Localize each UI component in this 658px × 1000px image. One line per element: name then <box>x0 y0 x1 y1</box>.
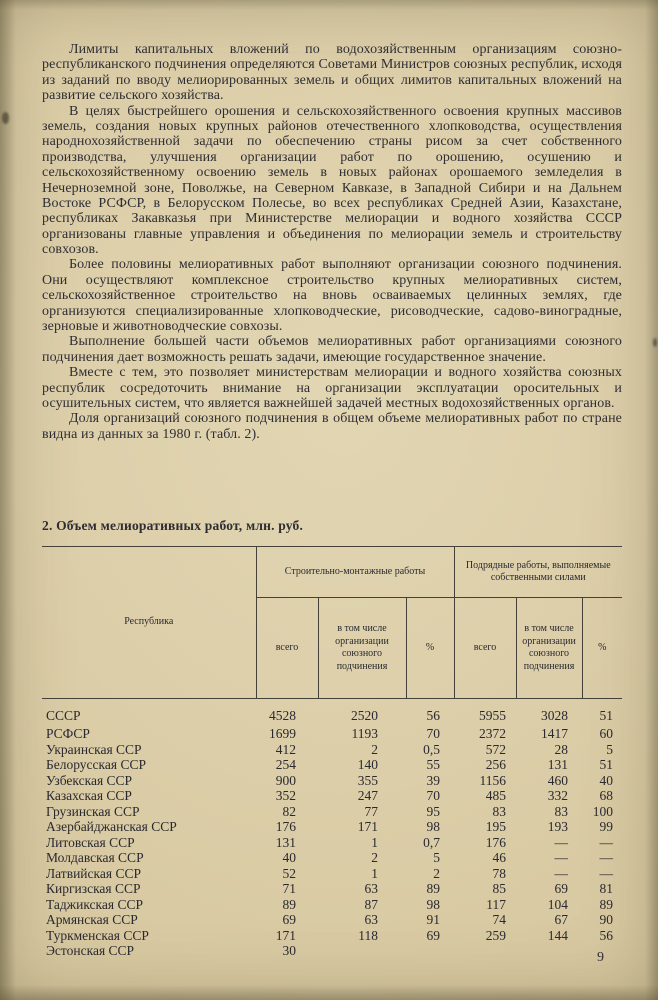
col-header-total-1: всего <box>256 598 318 699</box>
value-cell <box>318 943 406 959</box>
melioration-table <box>42 546 622 959</box>
value-cell: 247 <box>357 788 378 803</box>
value-cell: — <box>599 865 614 881</box>
paragraph-2: В целях быстрейшего орошения и сельскохозяйственного освоения крупных массивов земель, создания новых крупных районов отечественного хлопководства, осуществления народнохозяйственной задачи по обеспечению страны рисом за счет собственного производства, улучшения организации работ по орошению, осушению и сельскохозяйственному освоению земель в новых районах орошаемого земледелия в Нечерноземной зоне, Поволжье, на Северном Кавказе, в Западной Сибири и на Дальнем Востоке РСФСР, в Белорусском Полесье, во всех республиках Средней Азии, Казахстане, республиках Закавказья при Министерстве мелиорации и водного хозяйства СССР организованы главные управления и объединения по мелиорации земель и строительству совхозов. <box>42 103 622 258</box>
col-header-republic: Республика <box>42 547 256 699</box>
table-row <box>42 881 622 897</box>
value-cell: 195 <box>485 819 507 834</box>
table-row <box>42 912 622 928</box>
value-cell: 118 <box>358 927 378 943</box>
republic-name-cell: Киргизская ССР <box>46 881 141 896</box>
value-cell: 98 <box>426 896 441 912</box>
value-cell: — <box>554 850 569 865</box>
table-row <box>42 804 622 820</box>
paragraph-4: Выполнение большей части объемов мелиоративных работ организациями союзного подчинения дает возможность решать задачи, имеющие государственное значение. <box>42 334 622 365</box>
value-cell: 74 <box>492 912 507 927</box>
value-cell: 83 <box>554 803 569 819</box>
value-cell: 355 <box>357 772 378 788</box>
value-cell: 1699 <box>269 726 296 741</box>
value-cell: 51 <box>599 757 614 772</box>
value-cell: 60 <box>599 726 614 741</box>
republic-name-cell: Грузинская ССР <box>46 803 140 819</box>
table-header-groups <box>42 547 622 598</box>
value-cell: 140 <box>357 757 378 772</box>
value-cell: 5 <box>606 741 614 757</box>
col-header-union-share-1: в том числе организации союзного подчинения <box>318 598 406 699</box>
value-cell: 131 <box>275 834 296 850</box>
value-cell: 900 <box>275 772 296 788</box>
republic-name-cell: Армянская ССР <box>46 912 138 927</box>
value-cell: 70 <box>426 726 441 741</box>
scan-artifact <box>653 338 657 347</box>
republic-name-cell: Таджикская ССР <box>46 896 143 912</box>
value-cell: 2 <box>371 741 378 757</box>
table-row <box>42 699 622 727</box>
table-row <box>42 773 622 789</box>
value-cell: 85 <box>492 881 507 896</box>
table-row <box>42 835 622 851</box>
value-cell: 67 <box>554 912 569 927</box>
paragraph-3: Более половины мелиоративных работ выполняют организации союзного подчинения. Они осуществляют комплексное строительство крупных мелиоративных систем, сельскохозяйственное строительство на вновь осваиваемых целинных землях, где организуются специализированные хлопководческие, рисоводческие, садово-виноградные, зерновые и животноводческие совхозы. <box>42 257 622 335</box>
value-cell: 1193 <box>351 726 378 741</box>
col-header-percent-2: % <box>582 598 622 699</box>
republic-name-cell: РСФСР <box>46 726 90 741</box>
value-cell: 2 <box>371 850 378 865</box>
value-cell: 91 <box>426 912 441 927</box>
paragraph-5: Вместе с тем, это позволяет министерствам мелиорации и водного хозяйства союзных республик сосредоточить внимание на организации эксплуатации оросительных и осушительных систем, что является важнейшей задачей местных водохозяйственных органов. <box>42 365 622 411</box>
republic-name-cell: Латвийская ССР <box>46 865 141 881</box>
value-cell: 171 <box>357 819 378 834</box>
value-cell: 171 <box>275 927 296 943</box>
value-cell: 5955 <box>479 707 507 723</box>
value-cell: 485 <box>485 788 507 803</box>
value-cell: 4528 <box>269 707 296 723</box>
republic-name-cell: Молдавская ССР <box>46 850 144 865</box>
republic-name-cell: Эстонская ССР <box>46 943 135 958</box>
value-cell: 332 <box>547 788 569 803</box>
republic-name-cell: СССР <box>46 707 81 723</box>
value-cell: 572 <box>485 741 507 757</box>
value-cell: 89 <box>426 881 441 896</box>
value-cell: 256 <box>485 757 507 772</box>
value-cell: 70 <box>426 788 441 803</box>
republic-name-cell: Узбекская ССР <box>46 772 133 788</box>
value-cell <box>406 943 454 959</box>
table-row <box>42 897 622 913</box>
republic-name-cell: Туркменская ССР <box>46 927 149 943</box>
value-cell: 2 <box>433 865 441 881</box>
value-cell: 55 <box>426 757 441 772</box>
value-cell: 100 <box>592 803 614 819</box>
value-cell: 2372 <box>479 726 507 741</box>
value-cell: 1 <box>371 834 378 850</box>
value-cell: 89 <box>599 896 614 912</box>
table-title: 2. Объем мелиоративных работ, млн. руб. <box>42 518 304 533</box>
value-cell: 51 <box>599 707 614 723</box>
col-header-total-2: всего <box>454 598 516 699</box>
value-cell: 81 <box>599 881 614 896</box>
table-row <box>42 819 622 835</box>
table-row <box>42 928 622 944</box>
value-cell: — <box>554 865 569 881</box>
col-group-construction-works: Строительно-монтажные работы <box>256 547 454 598</box>
republic-name-cell: Украинская ССР <box>46 741 142 757</box>
value-cell: 5 <box>433 850 441 865</box>
value-cell: 3028 <box>541 707 569 723</box>
paragraph-1: Лимиты капитальных вложений по водохозяйственным организациям союзно-республиканского подчинения определяются Советами Министров союзных республик, исходя из заданий по вводу мелиорированных земель и общих лимитов капитальных вложений на развитие сельского хозяйства. <box>42 42 622 104</box>
value-cell: 176 <box>275 819 296 834</box>
value-cell: 40 <box>282 850 296 865</box>
table-row <box>42 757 622 773</box>
value-cell: 69 <box>426 927 441 943</box>
value-cell: 117 <box>486 896 507 912</box>
value-cell: 28 <box>554 741 569 757</box>
value-cell: 89 <box>282 896 296 912</box>
table-row <box>42 866 622 882</box>
value-cell: 131 <box>547 757 569 772</box>
col-group-contract-works: Подрядные работы, выполняемые собственными силами <box>454 547 622 598</box>
value-cell: 98 <box>426 819 441 834</box>
page-number: 9 <box>597 950 604 965</box>
value-cell: 254 <box>275 757 296 772</box>
value-cell: 0,7 <box>423 834 441 850</box>
value-cell: 63 <box>364 912 378 927</box>
table-row <box>42 850 622 866</box>
republic-name-cell: Белорусская ССР <box>46 757 146 772</box>
value-cell: 2520 <box>351 707 378 723</box>
value-cell: 352 <box>275 788 296 803</box>
value-cell: 82 <box>282 803 296 819</box>
value-cell: 40 <box>599 772 614 788</box>
republic-name-cell: Азербайджанская ССР <box>46 819 177 834</box>
value-cell: — <box>554 834 569 850</box>
value-cell: 95 <box>426 803 441 819</box>
value-cell: 99 <box>599 819 614 834</box>
value-cell: — <box>599 850 614 865</box>
value-cell: 77 <box>364 803 378 819</box>
value-cell: 69 <box>554 881 569 896</box>
value-cell: 68 <box>599 788 614 803</box>
value-cell: 176 <box>485 834 507 850</box>
body-text <box>42 42 622 500</box>
value-cell: 0,5 <box>423 741 441 757</box>
col-header-percent-1: % <box>406 598 454 699</box>
col-header-union-share-2: в том числе организации союзного подчинения <box>516 598 582 699</box>
value-cell: 83 <box>492 803 507 819</box>
value-cell: 46 <box>492 850 507 865</box>
value-cell: 71 <box>282 881 296 896</box>
value-cell <box>454 943 516 959</box>
value-cell: 87 <box>364 896 378 912</box>
value-cell: 78 <box>492 865 507 881</box>
value-cell: 56 <box>599 927 614 943</box>
value-cell: 144 <box>547 927 569 943</box>
value-cell: 39 <box>426 772 441 788</box>
value-cell: 69 <box>282 912 296 927</box>
table-row <box>42 742 622 758</box>
page-content <box>42 42 622 959</box>
value-cell: 1417 <box>541 726 569 741</box>
value-cell: 56 <box>426 707 441 723</box>
value-cell: 460 <box>547 772 569 788</box>
value-cell: 193 <box>547 819 569 834</box>
value-cell: 63 <box>364 881 378 896</box>
value-cell: 1156 <box>479 772 507 788</box>
scan-artifact <box>2 112 9 124</box>
republic-name-cell: Казахская ССР <box>46 788 132 803</box>
republic-name-cell: Литовская ССР <box>46 834 135 850</box>
value-cell <box>516 943 582 959</box>
value-cell: 30 <box>282 943 296 958</box>
paragraph-6: Доля организаций союзного подчинения в общем объеме мелиоративных работ по стране видна из данных за 1980 г. (табл. 2). <box>42 411 622 442</box>
value-cell: 412 <box>275 741 296 757</box>
value-cell: 90 <box>599 912 614 927</box>
value-cell: 259 <box>485 927 507 943</box>
value-cell: — <box>599 834 614 850</box>
value-cell: 104 <box>547 896 569 912</box>
value-cell: 1 <box>371 865 378 881</box>
value-cell: 52 <box>282 865 296 881</box>
table-row <box>42 726 622 742</box>
table-row <box>42 943 622 959</box>
table-row <box>42 788 622 804</box>
